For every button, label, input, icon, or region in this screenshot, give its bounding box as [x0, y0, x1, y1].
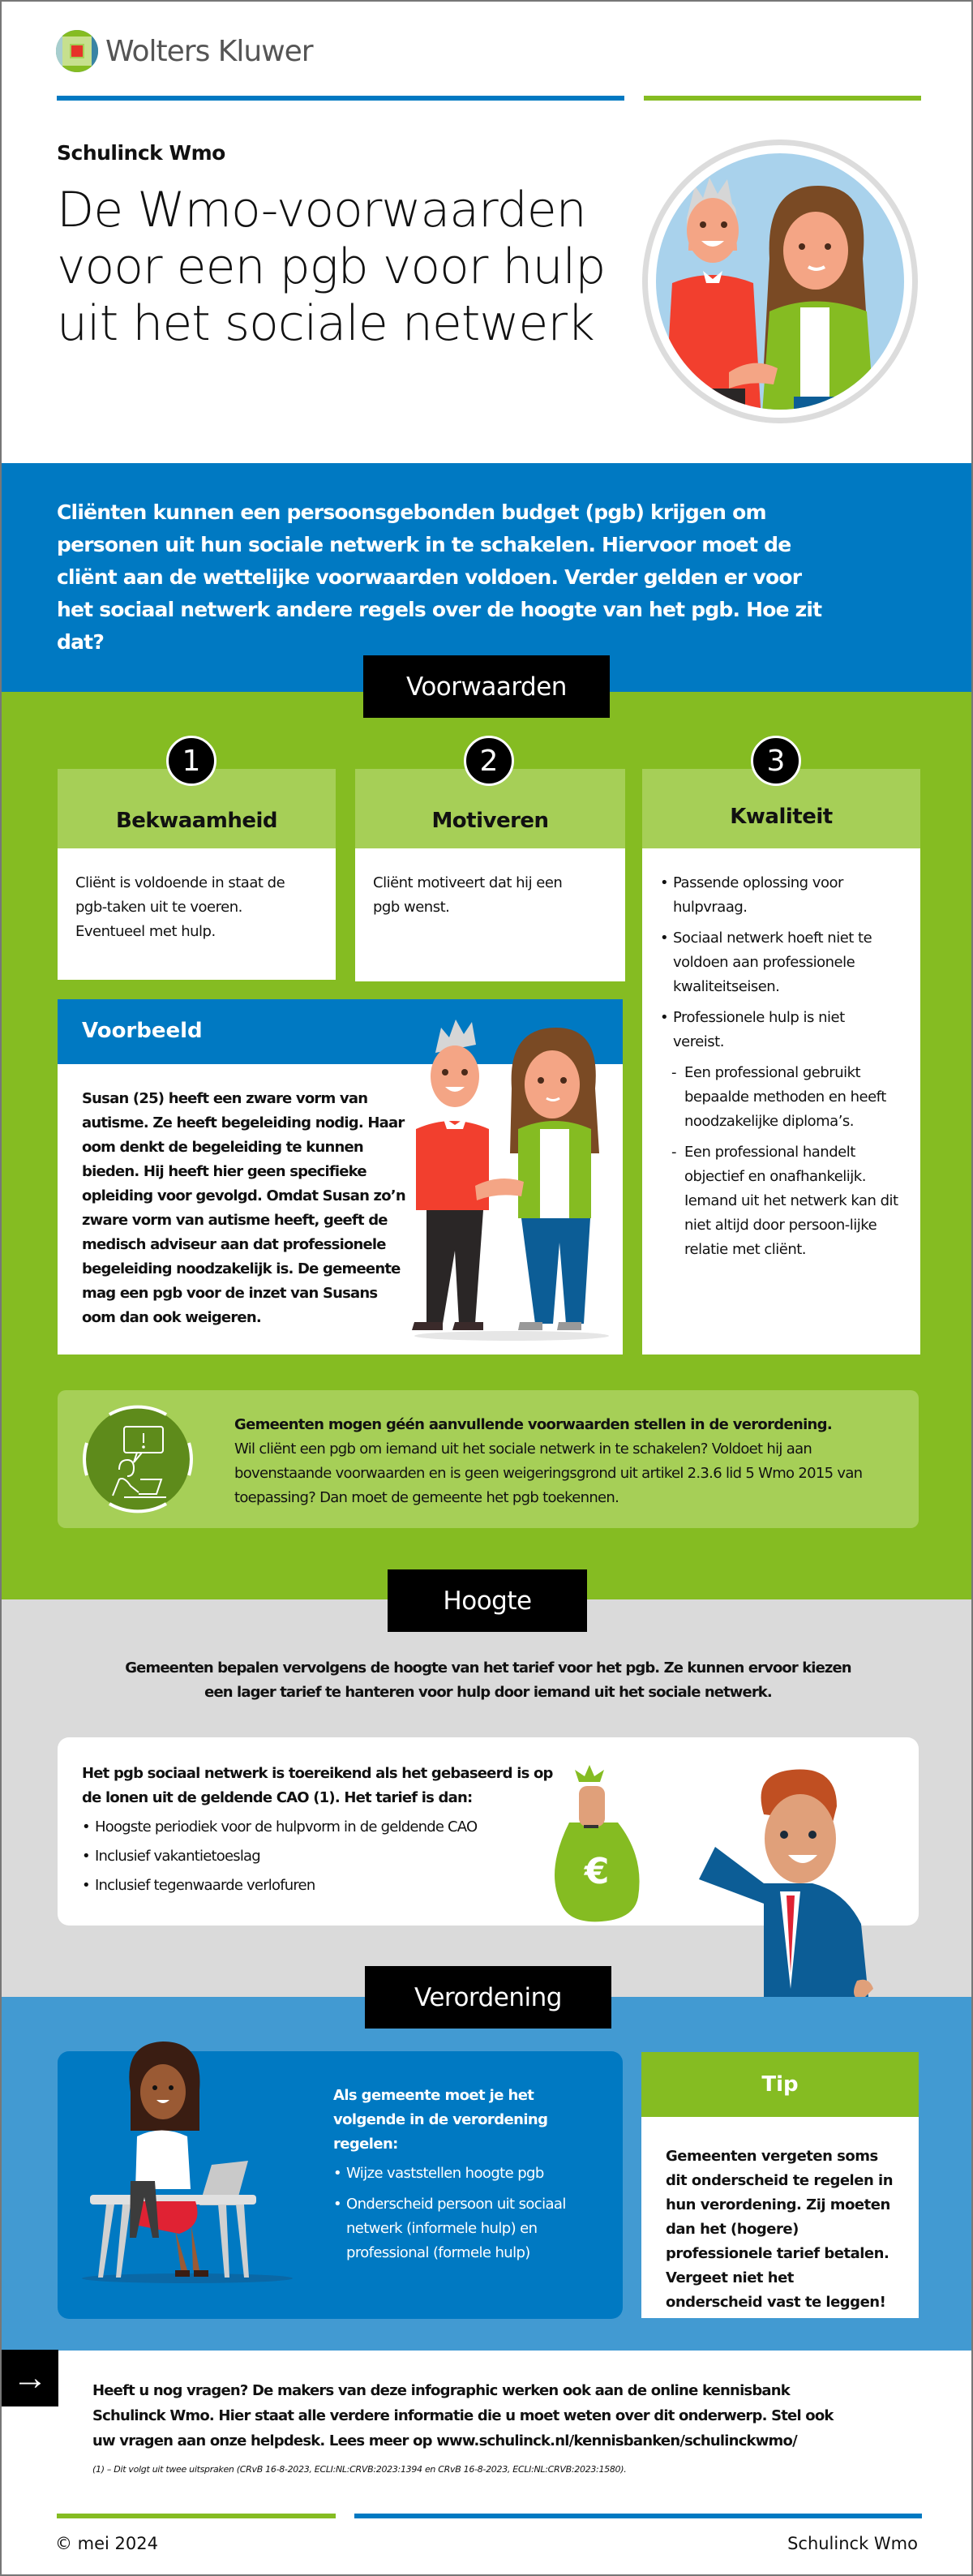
header-rule-green	[644, 96, 921, 101]
kicker: Schulinck Wmo	[57, 141, 225, 165]
quality-bullet-list	[642, 848, 920, 1262]
notice-text	[234, 1413, 883, 1510]
sub-bullet-item: - Een professional gebruikt bepaalde methoden en heeft noodzakelijke diploma’s.	[660, 1061, 899, 1134]
copyright: © mei 2024	[55, 2534, 159, 2553]
tariff-heading: Het pgb sociaal netwerk is toereikend als het gebaseerd is op de lonen uit de geldende CAO (1). Het tarief is dan:	[82, 1765, 553, 1806]
tip-text: Gemeenten vergeten soms dit onderscheid te regelen in hun verordening. Zij moeten dan het (hogere) professionele tarief betalen. Vergeet niet het onderscheid vast te leggen!	[666, 2148, 894, 2311]
condition-card-title: Bekwaamheid	[58, 769, 336, 848]
sub-bullet-item: - Een professional handelt objectief en onafhankelijk. Iemand uit het netwerk kan dit niet altijd door persoon-lijke relatie met cliënt.	[660, 1140, 899, 1262]
condition-card-3	[642, 769, 920, 1355]
example-text: Susan (25) heeft een zware vorm van autisme. Ze heeft begeleiding nodig. Haar oom denkt de begeleiding te kunnen bieden. Hij heeft hier geen specifieke opleiding voor gevolgd. Omdat Susan zo’n zware vorm van autisme heeft, geeft de medisch adviseur aan dat professionele begeleiding noodzakelijk is. De gemeente mag een pgb voor de inzet van Susans oom dan ook weigeren.	[82, 1090, 405, 1326]
arrow-right-icon: →	[2, 2350, 58, 2406]
section-label-text: Verordening	[414, 1982, 562, 2012]
step-number-1: 1	[166, 736, 216, 786]
logo-globe-icon	[55, 29, 99, 73]
bullet-item: • Onderscheid persoon uit sociaal netwerk (informele hulp) en professional (formele hulp)	[333, 2192, 609, 2265]
couple-illustration-icon	[656, 153, 904, 410]
intro-text: Cliënten kunnen een persoonsgebonden budget (pgb) krijgen om personen uit hun sociale netwerk in te schakelen. Hiervoor moet de cliënt aan de wettelijke voorwaarden voldoen. Verder gelden er voor het sociaal netwerk andere regels over de hoogte van het pgb. Hoe zit dat?	[57, 500, 822, 654]
notice-body: Wil cliënt een pgb om iemand uit het sociale netwerk in te schakelen? Voldoet hij aan bovenstaande voorwaarden en is geen weigeringsgrond uit artikel 2.3.6 lid 5 Wmo 2015 van toepassing? Dan moet de gemeente het pgb toekennen.	[234, 1440, 863, 1506]
condition-card-title: Motiveren	[355, 769, 625, 848]
section-label-voorwaarden	[363, 655, 610, 718]
logo-text: Wolters Kluwer	[105, 34, 313, 68]
person-at-laptop-alert-icon	[77, 1398, 199, 1520]
verordening-text	[333, 2084, 609, 2272]
page-title: De Wmo-voorwaarden voor een pgb voor hulp uit het sociale netwerk	[57, 182, 606, 352]
footer-rule-green	[57, 2514, 336, 2518]
section-label-hoogte	[388, 1569, 587, 1632]
example-title: Voorbeeld	[58, 999, 623, 1064]
footnote: (1) – Dit volgt uit twee uitspraken (CRvB 16-8-2023, ECLI:NL:CRVB:2023:1394 en CRvB 16-8-2023, ECLI:NL:CRVB:2023:1580).	[92, 2464, 627, 2475]
tariff-bullet-list	[82, 1815, 568, 1898]
euro-symbol: €	[584, 1851, 610, 1892]
bullet-item: • Sociaal netwerk hoeft niet te voldoen aan professionele kwaliteitseisen.	[660, 926, 899, 999]
verordening-bullet-list	[333, 2162, 609, 2265]
step-number-3: 3	[751, 736, 801, 786]
example-card	[58, 999, 623, 1355]
section-label-text: Hoogte	[443, 1586, 532, 1616]
footer-rule-blue	[354, 2514, 922, 2518]
verordening-box	[58, 2051, 623, 2319]
bullet-item: • Inclusief tegenwaarde verlofuren	[82, 1874, 568, 1898]
bullet-item: • Professionele hulp is niet vereist.	[660, 1006, 899, 1054]
wolters-kluwer-logo	[55, 29, 313, 73]
verordening-heading: Als gemeente moet je het volgende in de verordening regelen:	[333, 2087, 548, 2153]
hero-illustration	[642, 140, 918, 423]
notice-headline: Gemeenten mogen géén aanvullende voorwaarden stellen in de verordening.	[234, 1416, 832, 1433]
footer-brand: Schulinck Wmo	[787, 2534, 918, 2553]
condition-card-1	[58, 769, 336, 980]
bullet-item: • Inclusief vakantietoeslag	[82, 1844, 568, 1869]
condition-card-2	[355, 769, 625, 981]
woman-at-desk-illustration-icon	[74, 2035, 317, 2303]
section-label-verordening	[365, 1966, 611, 2029]
tip-card	[641, 2052, 919, 2318]
tip-title: Tip	[641, 2052, 919, 2117]
step-number-2: 2	[464, 736, 514, 786]
notice-box	[58, 1390, 919, 1528]
bullet-item: • Passende oplossing voor hulpvraag.	[660, 871, 899, 920]
tariff-text	[82, 1762, 568, 1904]
bullet-item: • Wijze vaststellen hoogte pgb	[333, 2162, 609, 2186]
couple-walking-illustration-icon	[398, 1015, 617, 1348]
condition-card-title: Kwaliteit	[642, 769, 920, 848]
hoogte-intro: Gemeenten bepalen vervolgens de hoogte van het tarief voor het pgb. Ze kunnen ervoor kiezen een lager tarief te hanteren voor hulp door iemand uit het sociale netwerk.	[125, 1659, 851, 1701]
header-rule-blue	[57, 96, 624, 101]
contact-text: Heeft u nog vragen? De makers van deze infographic werken ook aan de online kennisbank Schulinck Wmo. Hier staat alle verdere informatie die u moet weten over dit onderwerp. Stel ook uw vragen aan onze helpdesk. Lees meer op www.schulinck.nl/kennisbanken/schulinckwmo/	[92, 2382, 834, 2449]
condition-card-body: Cliënt is voldoende in staat de pgb-taken uit te voeren. Eventueel met hulp.	[75, 874, 285, 940]
bullet-item: • Hoogste periodiek voor de hulpvorm in de geldende CAO	[82, 1815, 568, 1840]
section-label-text: Voorwaarden	[406, 672, 567, 702]
condition-card-body: Cliënt motiveert dat hij een pgb wenst.	[373, 874, 563, 916]
